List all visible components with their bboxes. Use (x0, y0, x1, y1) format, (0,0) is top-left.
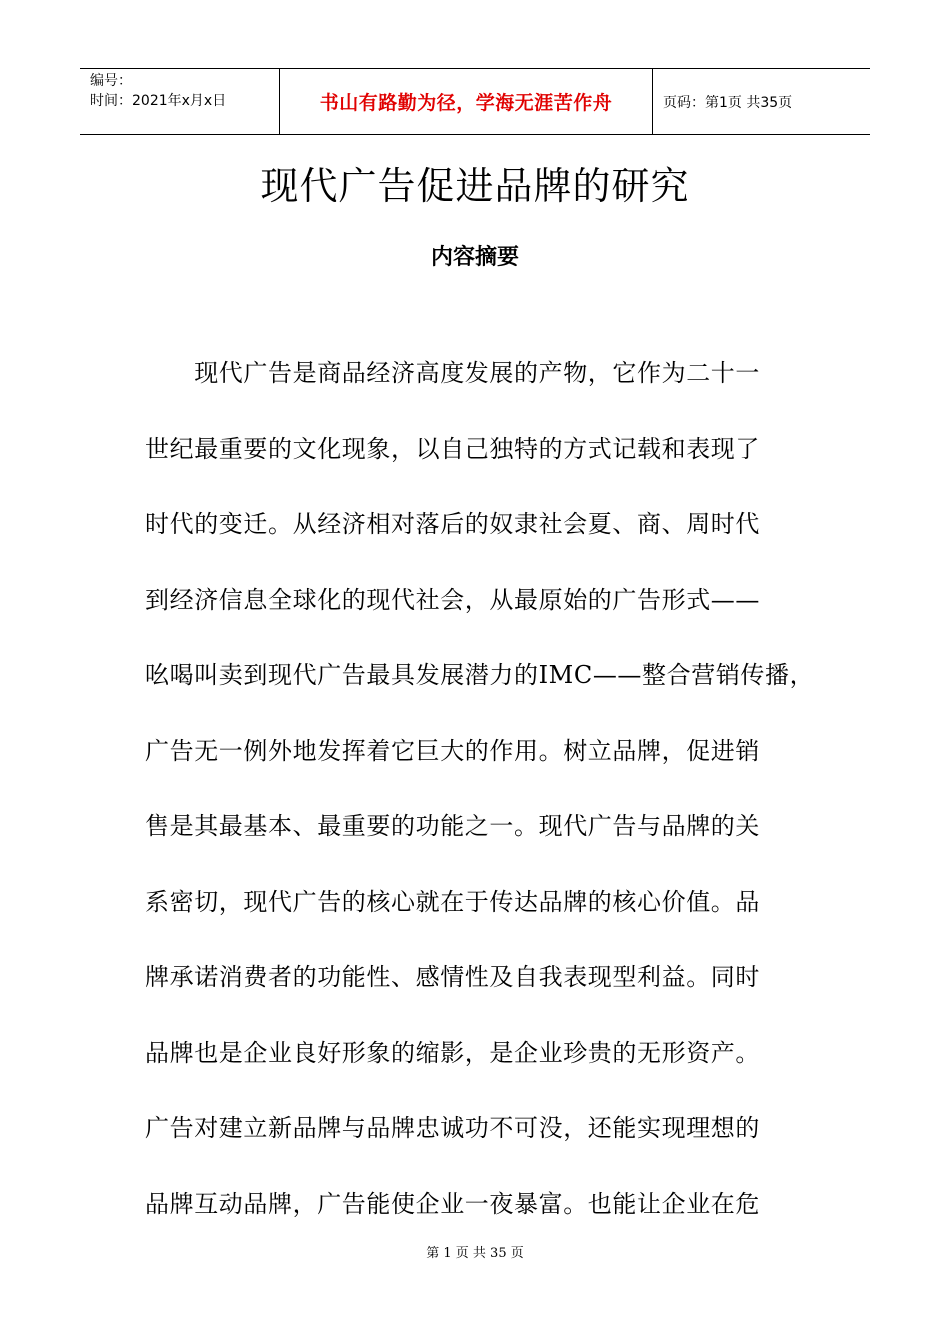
header-meta-cell (80, 69, 280, 134)
page-title: 现代广告促进品牌的研究 (260, 164, 690, 208)
body-line: 品牌也是企业良好形象的缩影，是企业珍贵的无形资产。 (145, 1038, 760, 1067)
document-time-label: 时间：2021年x月x日 (90, 93, 227, 109)
body-line: 广告对建立新品牌与品牌忠诚功不可没，还能实现理想的 (145, 1114, 760, 1142)
header-page-cell (653, 69, 870, 134)
body-line: 系密切，现代广告的核心就在于传达品牌的核心价值。品 (145, 887, 760, 916)
page-footer: 第 1 页 共 35 页 (426, 1246, 524, 1261)
body-line: 世纪最重要的文化现象，以自己独特的方式记载和表现了 (145, 434, 760, 463)
header-motto: 书山有路勤为径，学海无涯苦作舟 (319, 92, 613, 114)
body-line: 品牌互动品牌，广告能使企业一夜暴富。也能让企业在危 (145, 1189, 760, 1218)
body-line: 广告无一例外地发挥着它巨大的作用。树立品牌，促进销 (145, 736, 760, 765)
abstract-heading: 内容摘要 (430, 245, 519, 270)
header-page-info: 页码：第1页 共35页 (663, 94, 793, 111)
abstract-body (145, 350, 825, 1256)
body-line: 售是其最基本、最重要的功能之一。现代广告与品牌的关 (145, 812, 760, 840)
body-line: 牌承诺消费者的功能性、感情性及自我表现型利益。同时 (145, 963, 760, 991)
document-number-label: 编号： (90, 73, 132, 89)
body-line: 时代的变迁。从经济相对落后的奴隶社会夏、商、周时代 (145, 510, 760, 538)
body-line: 吆喝叫卖到现代广告最具发展潜力的IMC——整合营销传播， (145, 661, 815, 689)
body-line: 现代广告是商品经济高度发展的产物，它作为二十一 (145, 359, 760, 387)
body-line: 到经济信息全球化的现代社会，从最原始的广告形式—— (145, 585, 760, 614)
document-header (80, 68, 870, 135)
header-motto-cell (280, 69, 653, 134)
